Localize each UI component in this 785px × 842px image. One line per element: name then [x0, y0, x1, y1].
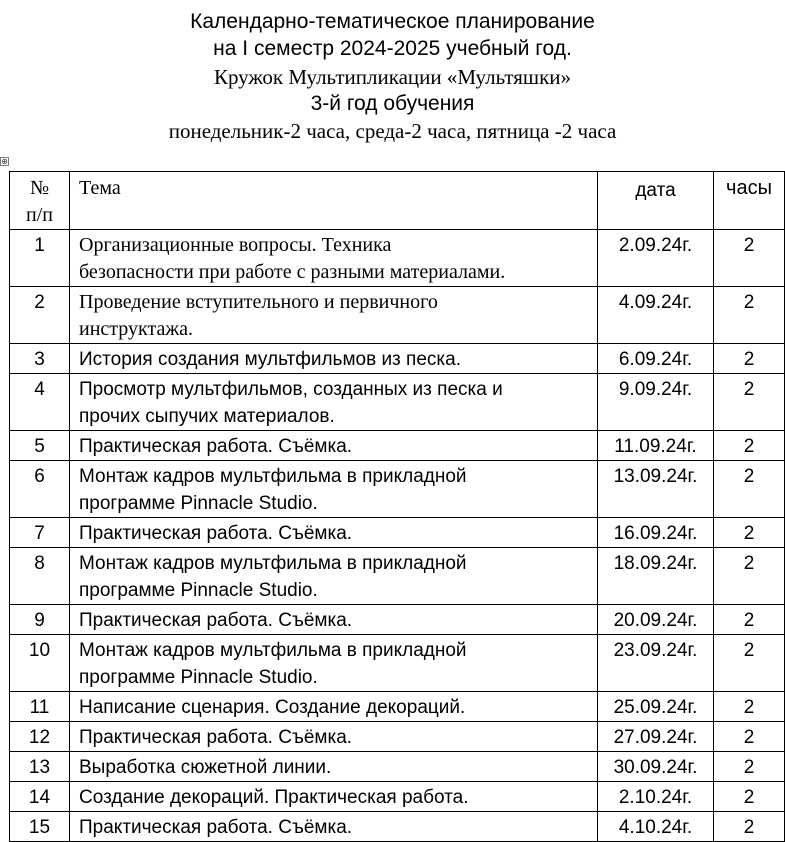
row-number-cell	[10, 722, 70, 752]
row-topic-line1: Практическая работа. Съёмка.	[79, 727, 353, 748]
row-number: 13	[28, 757, 51, 778]
header-schedule: понедельник-2 часа, среда-2 часа, пятница -2 часа	[168, 119, 617, 143]
row-number: 9	[34, 610, 45, 631]
row-number-cell	[10, 782, 70, 812]
column-header-date: дата	[598, 172, 714, 230]
row-date: 25.09.24г.	[613, 697, 698, 718]
row-hours-cell	[714, 230, 785, 287]
row-hours-cell	[714, 635, 785, 692]
row-number-cell	[10, 518, 70, 548]
row-hours-cell	[714, 782, 785, 812]
row-topic-line1: Просмотр мультфильмов, созданных из песка и	[79, 379, 503, 400]
row-date: 6.09.24г.	[618, 349, 693, 370]
row-topic-line2: безопасности при работе с разными материалами.	[79, 261, 506, 283]
row-date: 30.09.24г.	[613, 757, 698, 778]
row-topic-line1: Практическая работа. Съёмка.	[79, 817, 353, 838]
column-header-num	[10, 172, 70, 230]
row-hours: 2	[743, 697, 755, 718]
row-topic-cell	[70, 287, 598, 344]
row-topic-line1: Монтаж кадров мультфильма в прикладной	[79, 466, 467, 487]
row-hours-cell	[714, 722, 785, 752]
row-topic-line2: прочих сыпучих материалов.	[79, 406, 335, 427]
row-date-cell	[598, 431, 714, 461]
row-topic-line2: программе Pinnacle Studio.	[79, 493, 318, 514]
row-number-cell	[10, 692, 70, 722]
row-hours: 2	[743, 436, 755, 457]
row-hours-cell	[714, 344, 785, 374]
row-date: 27.09.24г.	[613, 727, 698, 748]
column-header-topic: Тема	[70, 172, 598, 230]
row-topic-cell	[70, 635, 598, 692]
row-date-cell	[598, 374, 714, 431]
row-date: 4.10.24г.	[618, 817, 693, 838]
row-hours: 2	[743, 466, 755, 487]
row-number: 6	[34, 466, 45, 487]
row-number: 2	[34, 292, 45, 313]
row-date-cell	[598, 230, 714, 287]
table-row	[10, 722, 785, 752]
row-topic-cell	[70, 812, 598, 842]
row-number: 4	[34, 379, 45, 400]
table-row	[10, 782, 785, 812]
row-number-cell	[10, 431, 70, 461]
row-hours: 2	[743, 640, 755, 661]
row-date-cell	[598, 692, 714, 722]
table-row	[10, 692, 785, 722]
row-number: 8	[34, 553, 45, 574]
row-hours-cell	[714, 752, 785, 782]
row-number-cell	[10, 374, 70, 431]
row-topic-line1: Создание декораций. Практическая работа.	[79, 787, 469, 808]
row-hours-cell	[714, 548, 785, 605]
table-move-handle-icon[interactable]: ⊕	[1, 157, 8, 166]
row-topic-line1: История создания мультфильмов из песка.	[79, 349, 461, 370]
table-row	[10, 431, 785, 461]
row-topic-line1: Организационные вопросы. Техника	[79, 234, 392, 256]
row-date-cell	[598, 344, 714, 374]
row-topic-cell	[70, 692, 598, 722]
row-topic-cell	[70, 518, 598, 548]
table-row	[10, 752, 785, 782]
row-topic-line1: Практическая работа. Съёмка.	[79, 523, 353, 544]
row-hours: 2	[743, 817, 755, 838]
table-row	[10, 344, 785, 374]
row-date-cell	[598, 461, 714, 518]
row-number: 12	[28, 727, 51, 748]
row-date-cell	[598, 287, 714, 344]
row-date: 18.09.24г.	[613, 553, 698, 574]
row-date: 2.10.24г.	[618, 787, 693, 808]
row-topic-cell	[70, 344, 598, 374]
row-topic-line2: программе Pinnacle Studio.	[79, 580, 318, 601]
row-hours-cell	[714, 605, 785, 635]
row-hours-cell	[714, 431, 785, 461]
row-number: 7	[34, 523, 45, 544]
row-number-cell	[10, 812, 70, 842]
row-hours-cell	[714, 812, 785, 842]
column-header-hours: часы	[714, 172, 785, 230]
row-number-cell	[10, 752, 70, 782]
table-row	[10, 812, 785, 842]
row-number-cell	[10, 635, 70, 692]
row-date: 23.09.24г.	[613, 640, 698, 661]
row-hours-cell	[714, 518, 785, 548]
row-date: 11.09.24г.	[614, 436, 697, 457]
row-hours: 2	[743, 610, 755, 631]
table-row	[10, 461, 785, 518]
row-number-cell	[10, 605, 70, 635]
row-topic-line2: программе Pinnacle Studio.	[79, 667, 318, 688]
row-number: 5	[34, 436, 45, 457]
row-date-cell	[598, 782, 714, 812]
row-date: 9.09.24г.	[618, 379, 693, 400]
row-topic-cell	[70, 374, 598, 431]
header-semester: на I семестр 2024-2025 учебный год.	[213, 37, 572, 60]
row-topic-cell	[70, 782, 598, 812]
row-hours-cell	[714, 374, 785, 431]
row-number: 14	[28, 787, 51, 808]
table-row	[10, 548, 785, 605]
row-topic-cell	[70, 230, 598, 287]
row-hours: 2	[743, 235, 755, 256]
row-date-cell	[598, 635, 714, 692]
row-number: 10	[28, 640, 51, 661]
row-topic-cell	[70, 605, 598, 635]
row-topic-cell	[70, 752, 598, 782]
row-topic-line1: Монтаж кадров мультфильма в прикладной	[79, 553, 467, 574]
table-row	[10, 635, 785, 692]
table-row	[10, 605, 785, 635]
row-number-cell	[10, 344, 70, 374]
row-date-cell	[598, 605, 714, 635]
row-topic-line1: Практическая работа. Съёмка.	[79, 436, 353, 457]
row-hours-cell	[714, 692, 785, 722]
header-title: Календарно-тематическое планирование	[190, 10, 595, 33]
table-row	[10, 374, 785, 431]
row-topic-cell	[70, 461, 598, 518]
column-header-num-line1: №	[29, 177, 50, 199]
row-topic-line1: Монтаж кадров мультфильма в прикладной	[79, 640, 467, 661]
row-hours-cell	[714, 461, 785, 518]
table-row	[10, 287, 785, 344]
row-date-cell	[598, 722, 714, 752]
table-row	[10, 518, 785, 548]
row-number-cell	[10, 461, 70, 518]
row-date: 13.09.24г.	[613, 466, 698, 487]
row-hours: 2	[743, 523, 755, 544]
row-hours-cell	[714, 287, 785, 344]
row-topic-line1: Практическая работа. Съёмка.	[79, 610, 353, 631]
row-topic-cell	[70, 431, 598, 461]
row-number: 1	[34, 235, 45, 256]
row-topic-line1: Проведение вступительного и первичного	[79, 291, 438, 313]
row-hours: 2	[743, 727, 755, 748]
row-hours: 2	[743, 757, 755, 778]
row-date-cell	[598, 752, 714, 782]
schedule-table	[9, 171, 785, 842]
row-hours: 2	[743, 349, 755, 370]
row-topic-cell	[70, 722, 598, 752]
row-number: 11	[29, 697, 50, 718]
row-number-cell	[10, 287, 70, 344]
row-topic-line1: Написание сценария. Создание декораций.	[79, 697, 466, 718]
row-topic-line1: Выработка сюжетной линии.	[79, 757, 332, 778]
row-date-cell	[598, 548, 714, 605]
table-header-row	[10, 172, 785, 230]
header-club: Кружок Мультипликации «Мультяшки»	[213, 65, 572, 89]
row-hours: 2	[743, 553, 755, 574]
row-date: 2.09.24г.	[618, 235, 693, 256]
row-number-cell	[10, 548, 70, 605]
row-number: 3	[34, 349, 45, 370]
row-number-cell	[10, 230, 70, 287]
row-topic-cell	[70, 548, 598, 605]
row-date-cell	[598, 812, 714, 842]
column-header-num-line2: п/п	[26, 204, 53, 226]
row-date: 16.09.24г.	[613, 523, 698, 544]
row-hours: 2	[743, 292, 755, 313]
row-number: 15	[28, 817, 51, 838]
table-row	[10, 230, 785, 287]
row-date: 4.09.24г.	[618, 292, 693, 313]
row-topic-line2: инструктажа.	[79, 318, 194, 340]
row-date: 20.09.24г.	[613, 610, 698, 631]
header-year: 3-й год обучения	[310, 92, 475, 115]
row-hours: 2	[743, 379, 755, 400]
row-date-cell	[598, 518, 714, 548]
row-hours: 2	[743, 787, 755, 808]
